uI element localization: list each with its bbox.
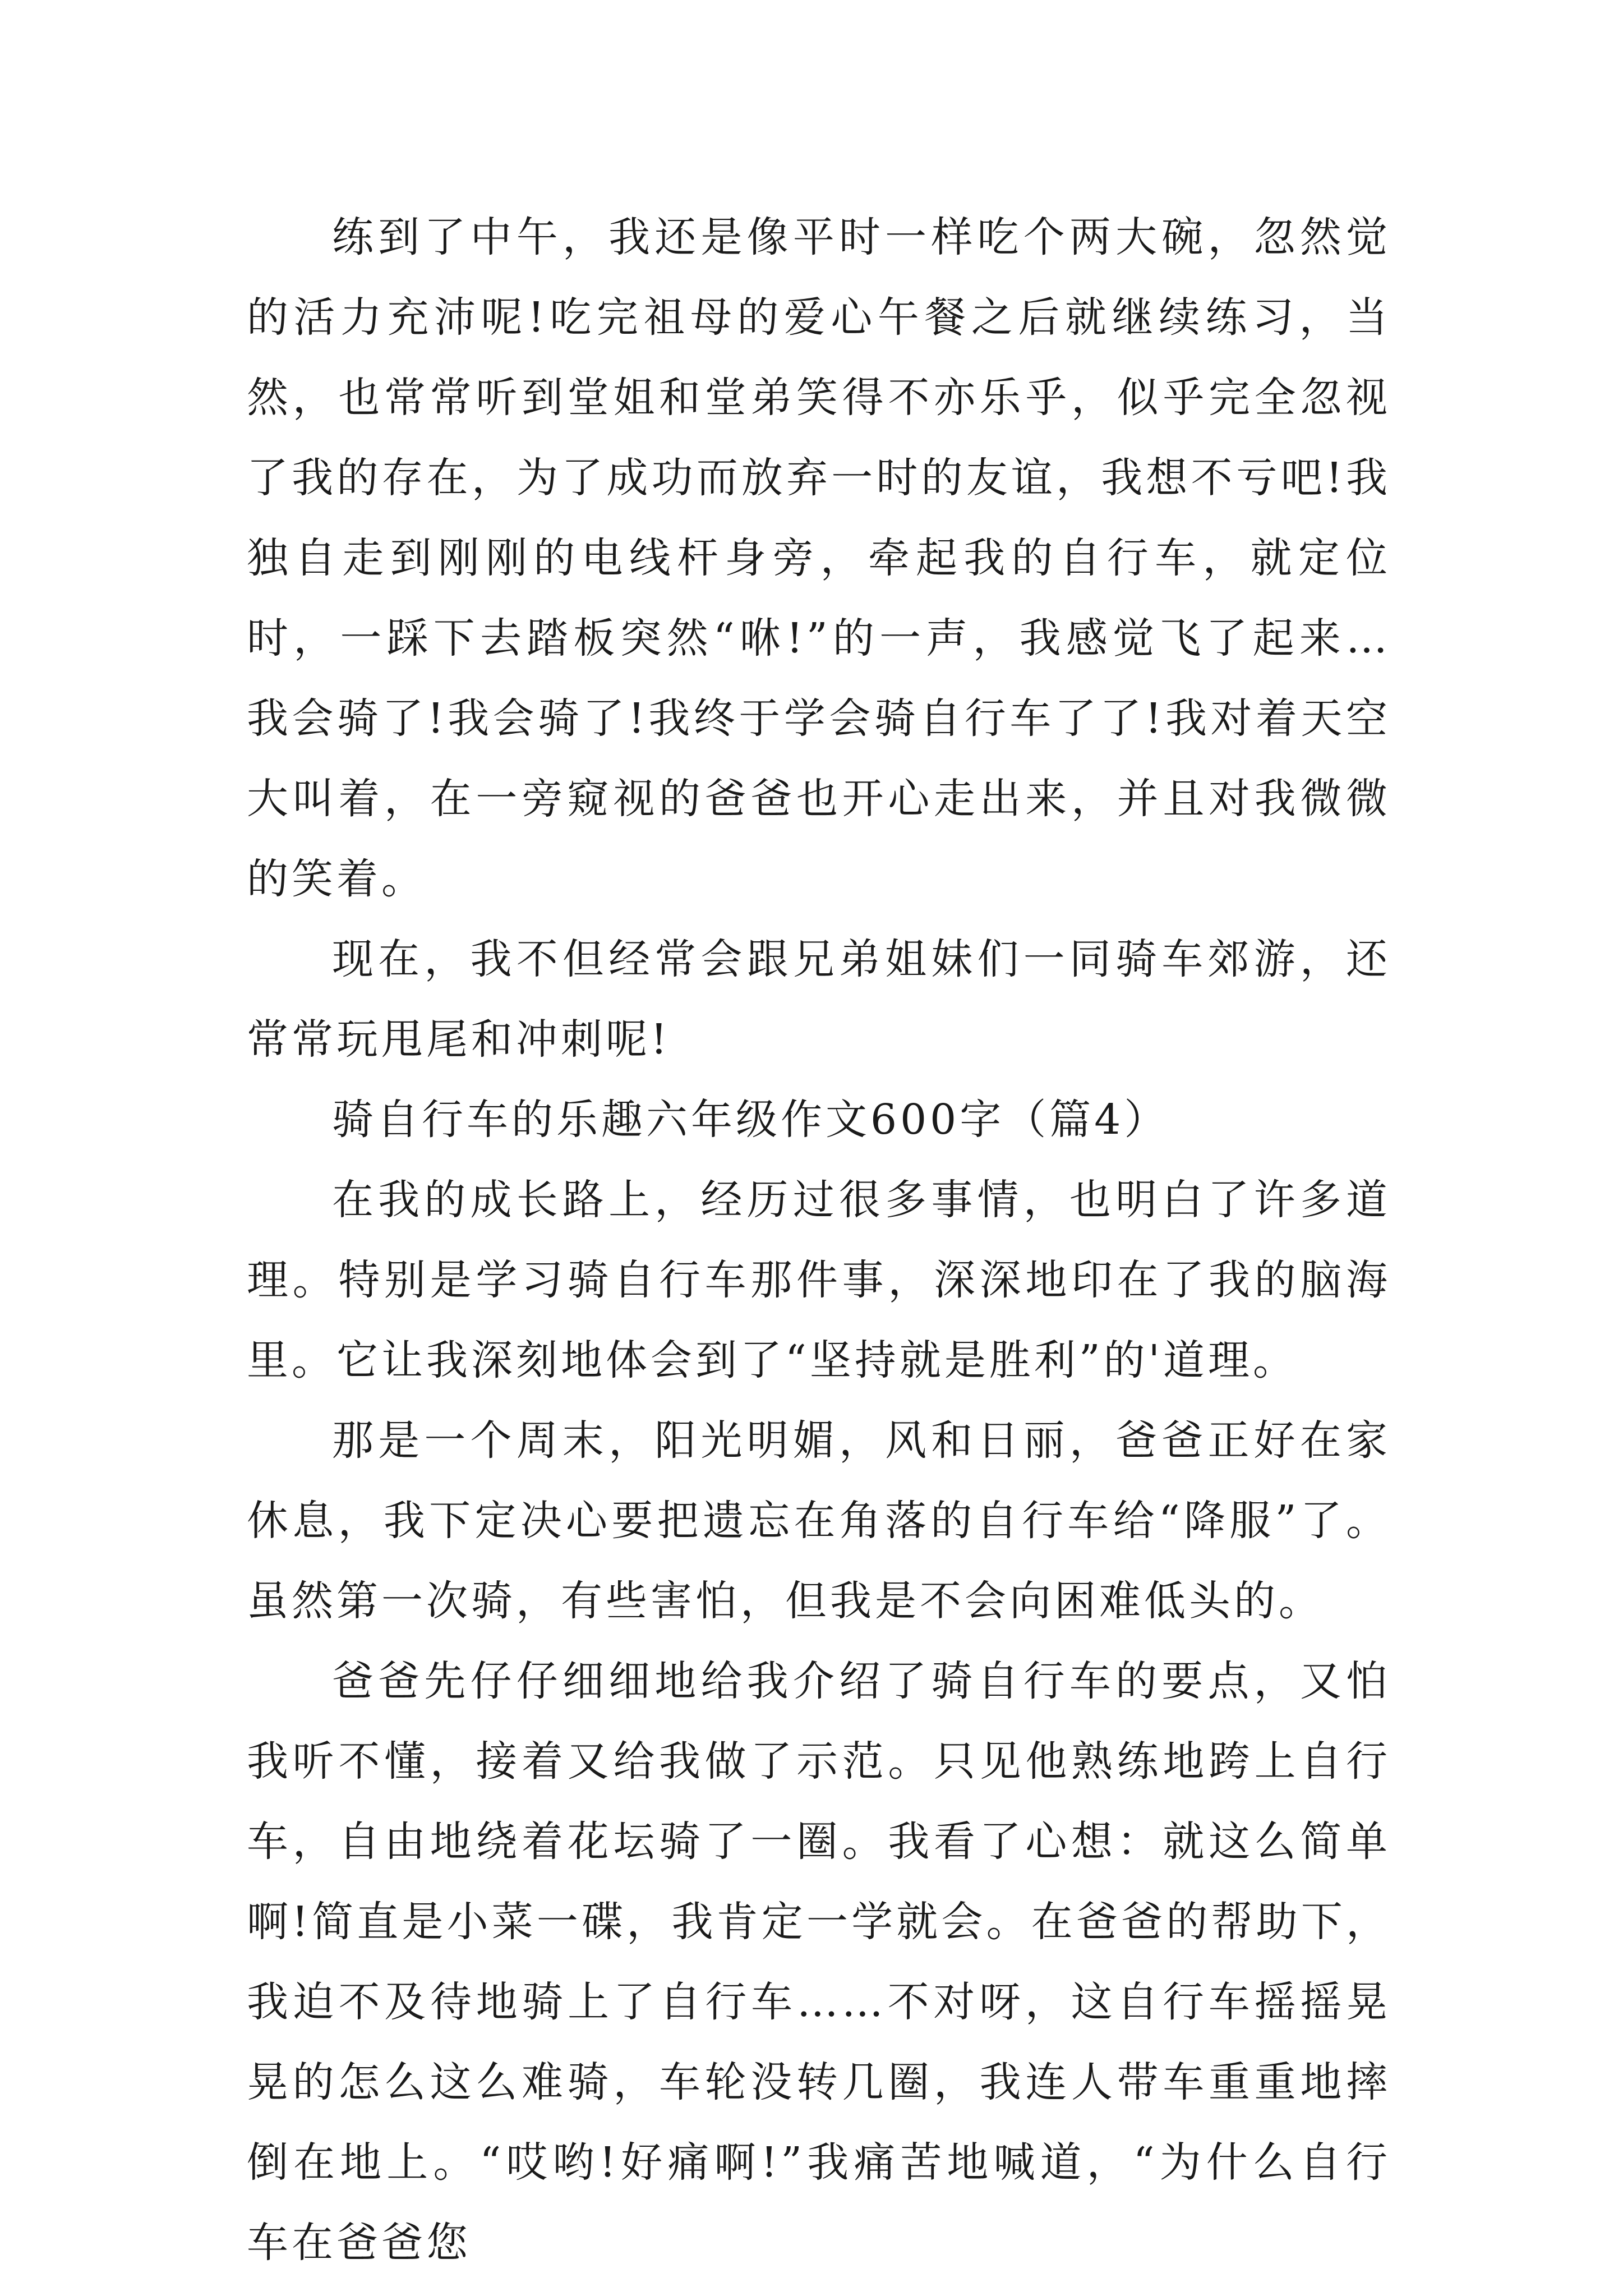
paragraph-now-riding: 现在，我不但经常会跟兄弟姐妹们一同骑车郊游，还常常玩甩尾和冲刺呢!	[247, 935, 1391, 1064]
paragraph-weekend: 那是一个周末，阳光明媚，风和日丽，爸爸正好在家休息，我下定决心要把遗忘在角落的自行车给“降服”了。虽然第一次骑，有些害怕，但我是不会向困难低头的。	[247, 1416, 1391, 1625]
paragraph-dad-demo: 爸爸先仔仔细细地给我介绍了骑自行车的要点，又怕我听不懂，接着又给我做了示范。只见他熟练地跨上自行车，自由地绕着花坛骑了一圈。我看了心想：就这么简单啊!简直是小菜一碟，我肯定一学就会。在爸爸的帮助下，我迫不及待地骑上了自行车……不对呀，这自行车摇摇晃晃的怎么这么难骑，车轮没转几圈，我连人带车重重地摔倒在地上。“哎哟!好痛啊!”我痛苦地喊道，“为什么自行车在爸爸您	[247, 1657, 1391, 2267]
paragraph-growth-road: 在我的成长路上，经历过很多事情，也明白了许多道理。特别是学习骑自行车那件事，深深地印在了我的脑海里。它让我深刻地体会到了“坚持就是胜利”的'道理。	[247, 1176, 1391, 1384]
document-body	[247, 197, 1391, 2283]
section-heading: 骑自行车的乐趣六年级作文600字（篇4）	[332, 1096, 1169, 1144]
paragraph-lunch-practice: 练到了中午，我还是像平时一样吃个两大碗，忽然觉的活力充沛呢!吃完祖母的爱心午餐之后就继续练习，当然，也常常听到堂姐和堂弟笑得不亦乐乎，似乎完全忽视了我的存在，为了成功而放弃一时的友谊，我想不亏吧!我独自走到刚刚的电线杆身旁，牵起我的自行车，就定位时，一踩下去踏板突然“咻!”的一声，我感觉飞了起来…我会骑了!我会骑了!我终于学会骑自行车了了!我对着天空大叫着，在一旁窥视的爸爸也开心走出来，并且对我微微的笑着。	[247, 213, 1391, 903]
